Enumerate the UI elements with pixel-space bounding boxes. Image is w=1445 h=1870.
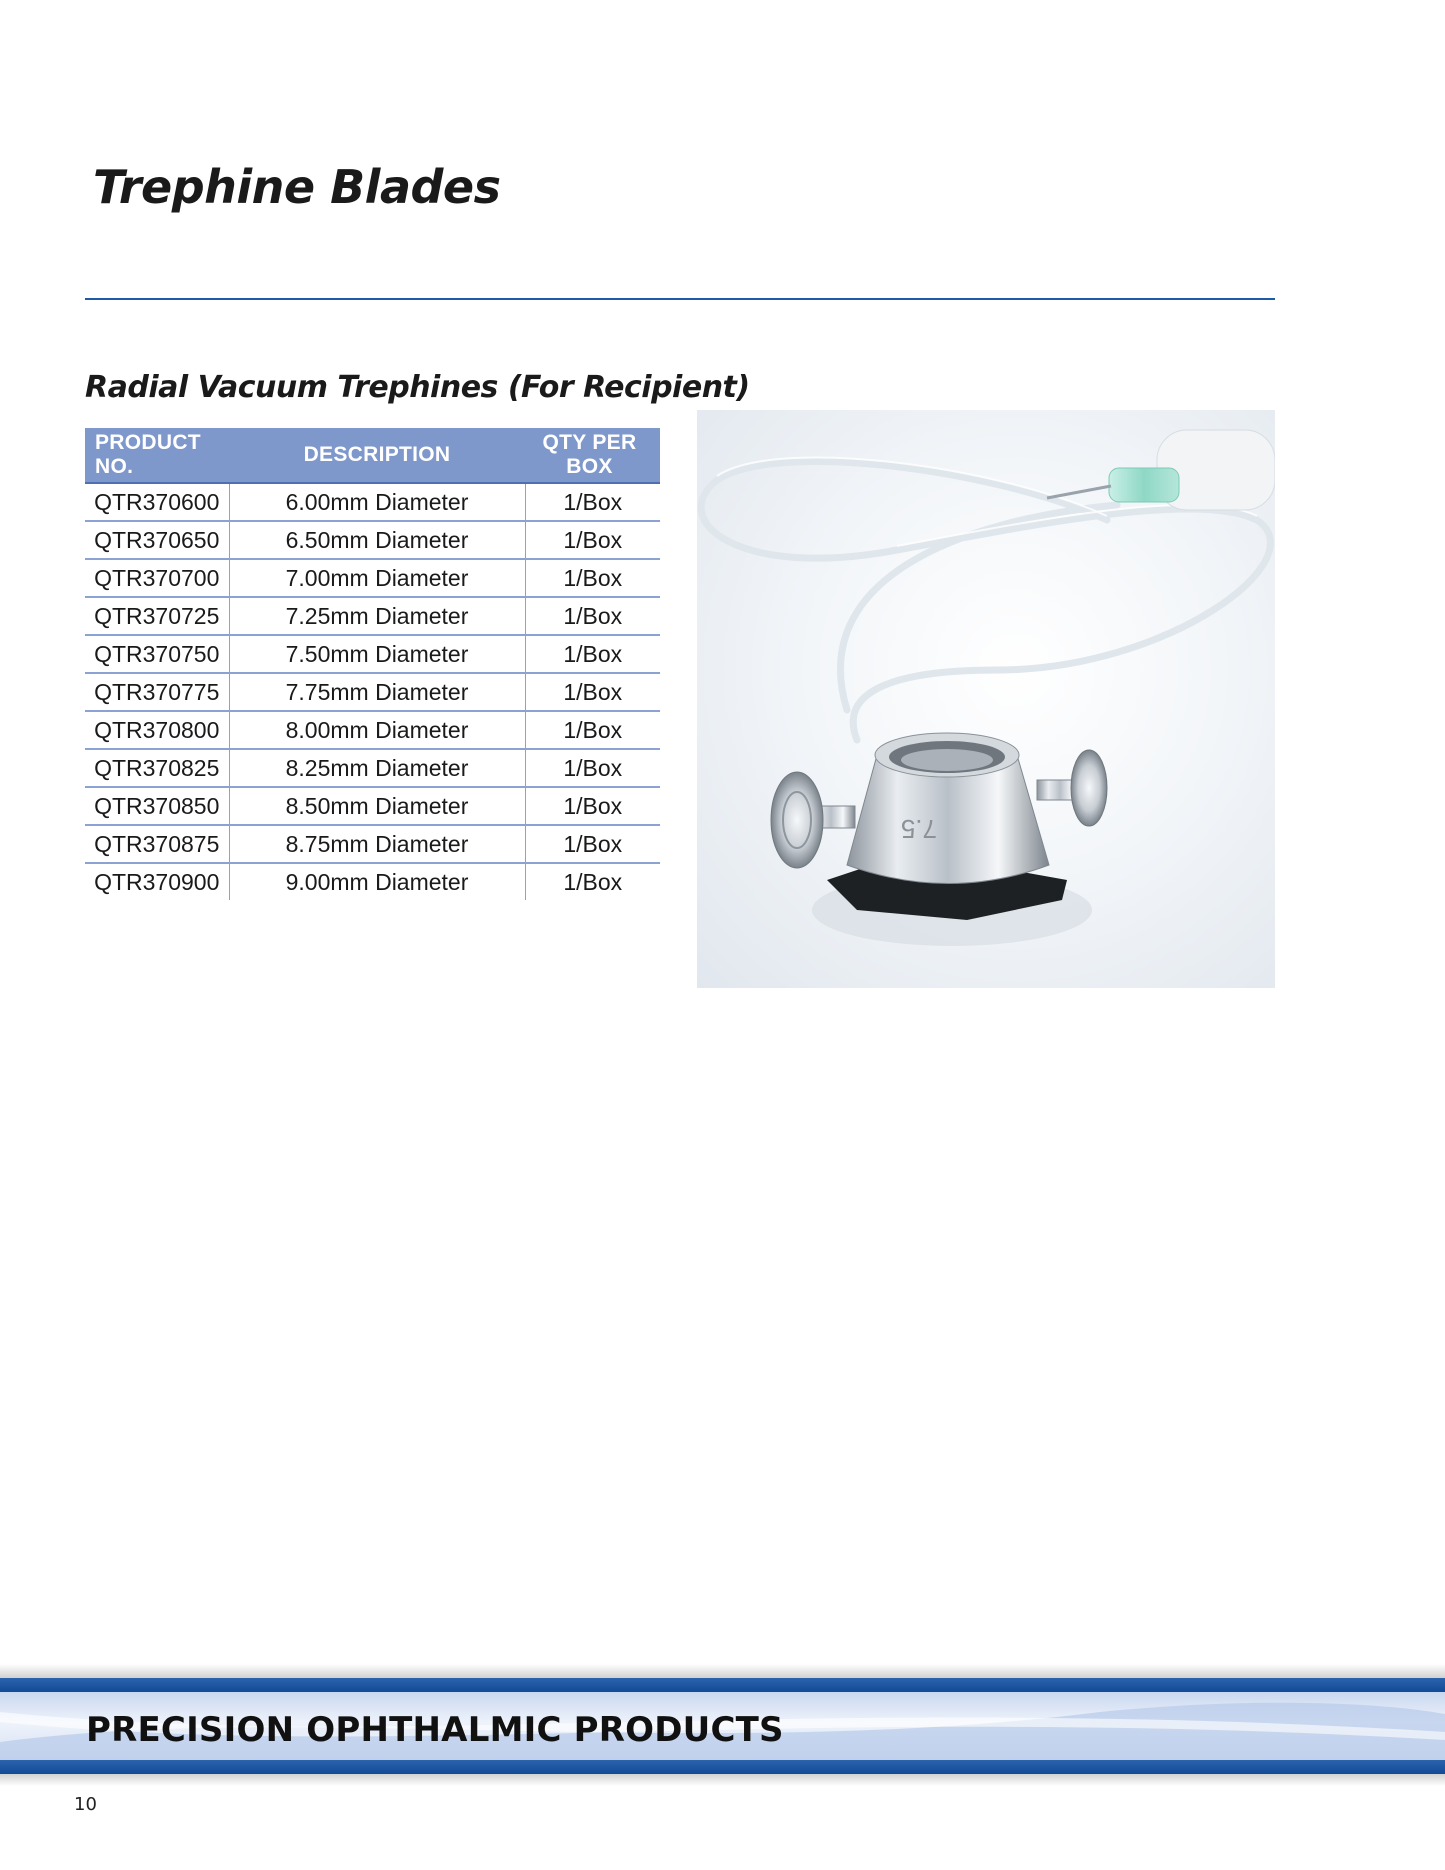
description-cell: 8.25mm Diameter: [229, 749, 525, 787]
description-cell: 6.50mm Diameter: [229, 521, 525, 559]
description-cell: 7.50mm Diameter: [229, 635, 525, 673]
footer-brand: PRECISION OPHTHALMIC PRODUCTS: [86, 1710, 784, 1750]
needle-connector: [1047, 430, 1275, 510]
description-cell: 8.50mm Diameter: [229, 787, 525, 825]
description-cell: 6.00mm Diameter: [229, 483, 525, 521]
product-no-cell: QTR370850: [85, 787, 229, 825]
trephine-illustration: [697, 410, 1275, 988]
qty-cell: 1/Box: [525, 635, 660, 673]
description-cell: 7.75mm Diameter: [229, 673, 525, 711]
page-number: 10: [74, 1794, 97, 1815]
product-no-cell: QTR370775: [85, 673, 229, 711]
qty-cell: 1/Box: [525, 711, 660, 749]
qty-cell: 1/Box: [525, 521, 660, 559]
product-no-cell: QTR370800: [85, 711, 229, 749]
qty-cell: 1/Box: [525, 749, 660, 787]
column-header-qty-per-box: QTY PER BOX: [525, 428, 660, 483]
trephine-body: [847, 733, 1049, 884]
page-title: Trephine Blades: [93, 160, 501, 214]
column-header-description: DESCRIPTION: [229, 428, 525, 483]
table-row: [85, 749, 660, 787]
table-row: [85, 635, 660, 673]
footer-shadow-top: [0, 1664, 1445, 1678]
left-knob: [771, 772, 855, 868]
size-engraving: 7.5: [900, 814, 937, 844]
table-row: [85, 863, 660, 900]
column-header-product-no: PRODUCT NO.: [85, 428, 229, 483]
table-row: [85, 483, 660, 521]
product-table-header: [85, 428, 660, 483]
description-cell: 7.25mm Diameter: [229, 597, 525, 635]
product-no-cell: QTR370600: [85, 483, 229, 521]
product-no-cell: QTR370700: [85, 559, 229, 597]
table-row: [85, 825, 660, 863]
table-row: [85, 673, 660, 711]
table-row: [85, 597, 660, 635]
qty-cell: 1/Box: [525, 673, 660, 711]
title-divider: [85, 298, 1275, 300]
footer-shadow-bottom: [0, 1774, 1445, 1786]
table-row: [85, 711, 660, 749]
footer-bar-bottom: [0, 1760, 1445, 1774]
qty-cell: 1/Box: [525, 483, 660, 521]
product-no-cell: QTR370750: [85, 635, 229, 673]
description-cell: 8.00mm Diameter: [229, 711, 525, 749]
table-row: [85, 521, 660, 559]
product-table: [85, 428, 660, 900]
footer-bar-top: [0, 1678, 1445, 1692]
right-knob: [1037, 750, 1107, 826]
product-no-cell: QTR370875: [85, 825, 229, 863]
qty-cell: 1/Box: [525, 787, 660, 825]
qty-cell: 1/Box: [525, 597, 660, 635]
product-no-cell: QTR370650: [85, 521, 229, 559]
product-photo: [697, 410, 1275, 988]
product-no-cell: QTR370900: [85, 863, 229, 900]
product-table-body: [85, 483, 660, 900]
product-no-cell: QTR370725: [85, 597, 229, 635]
section-title: Radial Vacuum Trephines (For Recipient): [85, 370, 750, 405]
table-row: [85, 787, 660, 825]
description-cell: 9.00mm Diameter: [229, 863, 525, 900]
description-cell: 8.75mm Diameter: [229, 825, 525, 863]
product-no-cell: QTR370825: [85, 749, 229, 787]
table-row: [85, 559, 660, 597]
description-cell: 7.00mm Diameter: [229, 559, 525, 597]
qty-cell: 1/Box: [563, 868, 623, 895]
qty-cell: 1/Box: [525, 559, 660, 597]
qty-cell: 1/Box: [525, 825, 660, 863]
